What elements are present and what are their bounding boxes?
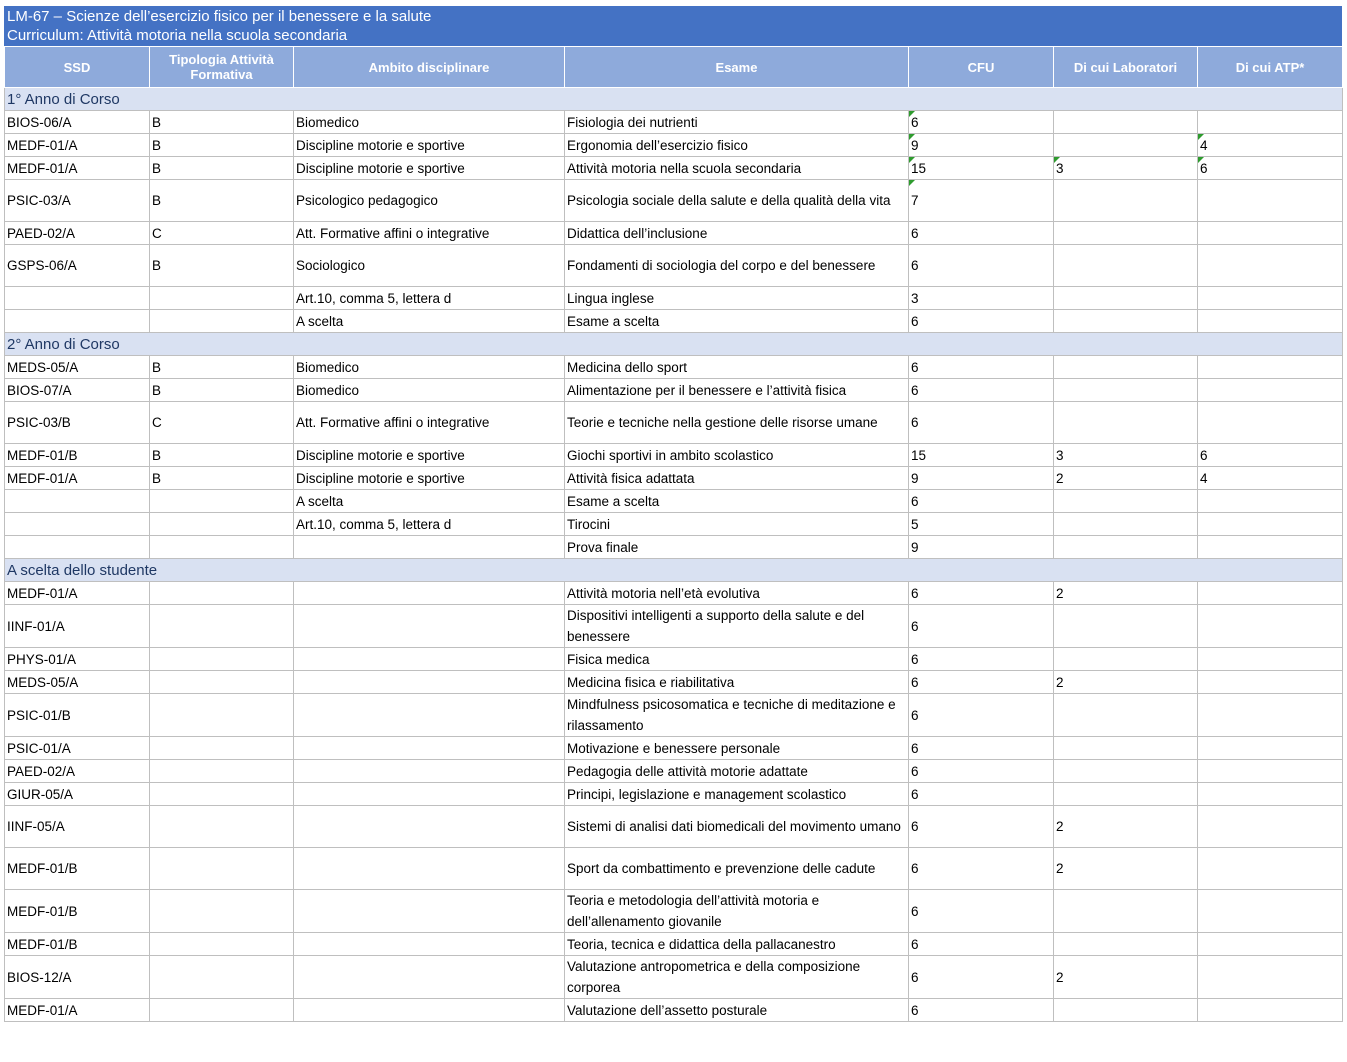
cell-atp[interactable]	[1198, 648, 1343, 671]
cell-cfu[interactable]: 5	[909, 513, 1054, 536]
cell-ssd[interactable]: MEDF-01/A	[5, 157, 150, 180]
cell-esame[interactable]: Ergonomia dell’esercizio fisico	[565, 134, 909, 157]
table-row	[5, 737, 1343, 760]
cell-atp[interactable]	[1198, 111, 1343, 134]
cell-cfu[interactable]: 6	[909, 890, 1054, 933]
cell-ssd[interactable]: PAED-02/A	[5, 760, 150, 783]
cell-ssd[interactable]: BIOS-12/A	[5, 956, 150, 999]
cell-cfu[interactable]: 6	[909, 783, 1054, 806]
cell-cfu[interactable]: 6	[909, 605, 1054, 648]
cell-ambito[interactable]: A scelta	[294, 490, 565, 513]
cell-tipologia[interactable]	[150, 536, 294, 559]
cell-tipologia[interactable]	[150, 848, 294, 890]
cell-ssd[interactable]: PSIC-03/B	[5, 402, 150, 444]
cell-esame[interactable]: Principi, legislazione e management scolastico	[565, 783, 909, 806]
cell-ambito[interactable]: Discipline motorie e sportive	[294, 444, 565, 467]
cell-laboratori[interactable]	[1054, 356, 1198, 379]
cell-atp[interactable]	[1198, 245, 1343, 287]
cell-cfu[interactable]: 7	[909, 180, 1054, 222]
cell-ambito[interactable]	[294, 890, 565, 933]
cell-cfu[interactable]: 6	[909, 582, 1054, 605]
table-body	[5, 88, 1343, 1022]
table-row	[5, 648, 1343, 671]
cell-tipologia[interactable]	[150, 783, 294, 806]
cell-esame[interactable]: Prova finale	[565, 536, 909, 559]
cell-ssd[interactable]	[5, 513, 150, 536]
cell-ssd[interactable]: MEDF-01/B	[5, 444, 150, 467]
cell-ambito[interactable]: Att. Formative affini o integrative	[294, 222, 565, 245]
cell-laboratori[interactable]: 2	[1054, 956, 1198, 999]
table-row	[5, 402, 1343, 444]
cell-ssd[interactable]	[5, 310, 150, 333]
cell-atp[interactable]	[1198, 402, 1343, 444]
cell-atp[interactable]	[1198, 287, 1343, 310]
cell-laboratori[interactable]	[1054, 513, 1198, 536]
cell-tipologia[interactable]	[150, 605, 294, 648]
cell-tipologia[interactable]: B	[150, 356, 294, 379]
cell-atp[interactable]	[1198, 356, 1343, 379]
cell-atp[interactable]	[1198, 536, 1343, 559]
header-ssd: SSD	[5, 47, 150, 88]
cell-ssd[interactable]: IINF-01/A	[5, 605, 150, 648]
cell-cfu[interactable]: 6	[909, 356, 1054, 379]
cell-atp[interactable]	[1198, 783, 1343, 806]
table-row	[5, 490, 1343, 513]
cell-cfu[interactable]: 6	[909, 933, 1054, 956]
cell-cfu[interactable]: 6	[909, 222, 1054, 245]
cell-atp[interactable]	[1198, 760, 1343, 783]
header-tipologia: Tipologia Attività Formativa	[150, 47, 294, 88]
cell-atp[interactable]	[1198, 605, 1343, 648]
cell-ssd[interactable]: MEDF-01/A	[5, 582, 150, 605]
cell-tipologia[interactable]	[150, 890, 294, 933]
cell-esame[interactable]: Valutazione dell’assetto posturale	[565, 999, 909, 1022]
cell-ssd[interactable]: MEDF-01/A	[5, 467, 150, 490]
cell-tipologia[interactable]	[150, 671, 294, 694]
cell-esame[interactable]: Teorie e tecniche nella gestione delle risorse umane	[565, 402, 909, 444]
cell-ambito[interactable]: Biomedico	[294, 111, 565, 134]
table-row	[5, 180, 1343, 222]
cell-ssd[interactable]: PHYS-01/A	[5, 648, 150, 671]
curriculum-table	[4, 46, 1343, 1022]
cell-ambito[interactable]: Sociologico	[294, 245, 565, 287]
cell-laboratori[interactable]	[1054, 890, 1198, 933]
cell-ssd[interactable]: PSIC-01/A	[5, 737, 150, 760]
cell-ssd[interactable]: MEDF-01/B	[5, 890, 150, 933]
table-row	[5, 287, 1343, 310]
cell-cfu[interactable]: 6	[909, 806, 1054, 848]
table-row	[5, 356, 1343, 379]
cell-ssd[interactable]	[5, 536, 150, 559]
cell-cfu[interactable]: 6	[909, 760, 1054, 783]
cell-laboratori[interactable]	[1054, 222, 1198, 245]
cell-laboratori[interactable]	[1054, 379, 1198, 402]
cell-laboratori[interactable]	[1054, 490, 1198, 513]
cell-ambito[interactable]: Art.10, comma 5, lettera d	[294, 287, 565, 310]
cell-tipologia[interactable]	[150, 582, 294, 605]
cell-ssd[interactable]	[5, 287, 150, 310]
cell-ambito[interactable]: Psicologico pedagogico	[294, 180, 565, 222]
cell-ssd[interactable]: MEDF-01/B	[5, 848, 150, 890]
cell-ambito[interactable]: Discipline motorie e sportive	[294, 134, 565, 157]
cell-ssd[interactable]: PSIC-01/B	[5, 694, 150, 737]
cell-esame[interactable]: Attività motoria nell’età evolutiva	[565, 582, 909, 605]
cell-ambito[interactable]	[294, 582, 565, 605]
cell-tipologia[interactable]	[150, 490, 294, 513]
cell-cfu[interactable]: 6	[909, 310, 1054, 333]
cell-atp[interactable]: 6	[1198, 157, 1343, 180]
cell-tipologia[interactable]	[150, 513, 294, 536]
cell-ambito[interactable]: Biomedico	[294, 379, 565, 402]
cell-cfu[interactable]: 15	[909, 444, 1054, 467]
cell-esame[interactable]: Tirocini	[565, 513, 909, 536]
table-row	[5, 379, 1343, 402]
cell-esame[interactable]: Lingua inglese	[565, 287, 909, 310]
cell-cfu[interactable]: 9	[909, 536, 1054, 559]
table-row	[5, 783, 1343, 806]
cell-laboratori[interactable]	[1054, 694, 1198, 737]
cell-atp[interactable]	[1198, 999, 1343, 1022]
table-row	[5, 310, 1343, 333]
cell-esame[interactable]: Medicina fisica e riabilitativa	[565, 671, 909, 694]
cell-laboratori[interactable]: 3	[1054, 157, 1198, 180]
cell-tipologia[interactable]	[150, 287, 294, 310]
cell-esame[interactable]: Fondamenti di sociologia del corpo e del benessere	[565, 245, 909, 287]
cell-ssd[interactable]: GSPS-06/A	[5, 245, 150, 287]
cell-ambito[interactable]	[294, 783, 565, 806]
cell-ambito[interactable]: Biomedico	[294, 356, 565, 379]
cell-tipologia[interactable]	[150, 999, 294, 1022]
header-esame: Esame	[565, 47, 909, 88]
cell-ssd[interactable]: BIOS-06/A	[5, 111, 150, 134]
header-row	[5, 47, 1343, 88]
cell-esame[interactable]: Mindfulness psicosomatica e tecniche di meditazione e rilassamento	[565, 694, 909, 737]
cell-ambito[interactable]: Art.10, comma 5, lettera d	[294, 513, 565, 536]
cell-esame[interactable]: Alimentazione per il benessere e l’attività fisica	[565, 379, 909, 402]
cell-esame[interactable]: Valutazione antropometrica e della composizione corporea	[565, 956, 909, 999]
cell-tipologia[interactable]: B	[150, 134, 294, 157]
cell-laboratori[interactable]	[1054, 933, 1198, 956]
cell-ambito[interactable]	[294, 760, 565, 783]
cell-laboratori[interactable]: 3	[1054, 444, 1198, 467]
cell-ssd[interactable]: PSIC-03/A	[5, 180, 150, 222]
cell-ambito[interactable]	[294, 536, 565, 559]
header-ambito: Ambito disciplinare	[294, 47, 565, 88]
cell-cfu[interactable]: 3	[909, 287, 1054, 310]
cell-laboratori[interactable]	[1054, 402, 1198, 444]
cell-tipologia[interactable]: B	[150, 245, 294, 287]
cell-ambito[interactable]: Att. Formative affini o integrative	[294, 402, 565, 444]
cell-tipologia[interactable]	[150, 648, 294, 671]
cell-atp[interactable]: 6	[1198, 444, 1343, 467]
cell-esame[interactable]: Esame a scelta	[565, 310, 909, 333]
cell-atp[interactable]	[1198, 848, 1343, 890]
section-row	[5, 333, 1343, 356]
cell-ssd[interactable]: GIUR-05/A	[5, 783, 150, 806]
cell-tipologia[interactable]	[150, 933, 294, 956]
curriculum-title: Curriculum: Attività motoria nella scuola secondaria	[7, 27, 348, 44]
table-row	[5, 134, 1343, 157]
cell-ambito[interactable]	[294, 605, 565, 648]
cell-tipologia[interactable]	[150, 806, 294, 848]
cell-atp[interactable]	[1198, 806, 1343, 848]
cell-atp[interactable]	[1198, 180, 1343, 222]
cell-cfu[interactable]: 9	[909, 467, 1054, 490]
header-atp: Di cui ATP*	[1198, 47, 1343, 88]
cell-esame[interactable]: Sistemi di analisi dati biomedicali del movimento umano	[565, 806, 909, 848]
header-laboratori: Di cui Laboratori	[1054, 47, 1198, 88]
cell-tipologia[interactable]	[150, 310, 294, 333]
cell-laboratori[interactable]: 2	[1054, 848, 1198, 890]
table-row	[5, 605, 1343, 648]
table-row	[5, 111, 1343, 134]
cell-esame[interactable]: Attività motoria nella scuola secondaria	[565, 157, 909, 180]
cell-tipologia[interactable]: B	[150, 157, 294, 180]
cell-esame[interactable]: Didattica dell’inclusione	[565, 222, 909, 245]
cell-cfu[interactable]: 6	[909, 694, 1054, 737]
cell-esame[interactable]: Fisiologia dei nutrienti	[565, 111, 909, 134]
cell-laboratori[interactable]	[1054, 760, 1198, 783]
cell-esame[interactable]: Esame a scelta	[565, 490, 909, 513]
cell-ssd[interactable]: PAED-02/A	[5, 222, 150, 245]
cell-laboratori[interactable]	[1054, 180, 1198, 222]
cell-cfu[interactable]: 6	[909, 379, 1054, 402]
table-row	[5, 694, 1343, 737]
cell-atp[interactable]	[1198, 582, 1343, 605]
cell-atp[interactable]	[1198, 222, 1343, 245]
header-cfu: CFU	[909, 47, 1054, 88]
cell-esame[interactable]: Sport da combattimento e prevenzione delle cadute	[565, 848, 909, 890]
cell-atp[interactable]	[1198, 890, 1343, 933]
cell-esame[interactable]: Attività fisica adattata	[565, 467, 909, 490]
cell-esame[interactable]: Teoria, tecnica e didattica della pallacanestro	[565, 933, 909, 956]
cell-laboratori[interactable]	[1054, 737, 1198, 760]
cell-ambito[interactable]	[294, 737, 565, 760]
cell-atp[interactable]	[1198, 490, 1343, 513]
table-row	[5, 245, 1343, 287]
cell-laboratori[interactable]	[1054, 287, 1198, 310]
cell-esame[interactable]: Fisica medica	[565, 648, 909, 671]
cell-ssd[interactable]: MEDF-01/A	[5, 134, 150, 157]
cell-esame[interactable]: Teoria e metodologia dell’attività motoria e dell’allenamento giovanile	[565, 890, 909, 933]
table-row	[5, 671, 1343, 694]
section-label: A scelta dello studente	[5, 559, 1343, 582]
cell-laboratori[interactable]	[1054, 648, 1198, 671]
cell-atp[interactable]	[1198, 671, 1343, 694]
table-row	[5, 999, 1343, 1022]
table-row	[5, 467, 1343, 490]
cell-laboratori[interactable]	[1054, 783, 1198, 806]
cell-ambito[interactable]	[294, 848, 565, 890]
table-row	[5, 890, 1343, 933]
cell-laboratori[interactable]	[1054, 310, 1198, 333]
table-row	[5, 157, 1343, 180]
course-title: LM-67 – Scienze dell’esercizio fisico per il benessere e la salute	[7, 8, 432, 25]
section-label: 1° Anno di Corso	[5, 88, 1343, 111]
cell-cfu[interactable]: 6	[909, 848, 1054, 890]
cell-cfu[interactable]: 15	[909, 157, 1054, 180]
cell-atp[interactable]	[1198, 956, 1343, 999]
cell-esame[interactable]: Pedagogia delle attività motorie adattate	[565, 760, 909, 783]
cell-cfu[interactable]: 6	[909, 245, 1054, 287]
table-row	[5, 513, 1343, 536]
cell-esame[interactable]: Giochi sportivi in ambito scolastico	[565, 444, 909, 467]
table-row	[5, 848, 1343, 890]
cell-ambito[interactable]	[294, 648, 565, 671]
cell-ambito[interactable]: A scelta	[294, 310, 565, 333]
table-row	[5, 582, 1343, 605]
cell-ambito[interactable]	[294, 806, 565, 848]
cell-tipologia[interactable]: B	[150, 444, 294, 467]
curriculum-sheet	[4, 6, 1342, 1022]
cell-laboratori[interactable]: 2	[1054, 582, 1198, 605]
table-row	[5, 760, 1343, 783]
cell-laboratori[interactable]: 2	[1054, 671, 1198, 694]
cell-cfu[interactable]: 6	[909, 648, 1054, 671]
cell-tipologia[interactable]	[150, 956, 294, 999]
cell-ambito[interactable]	[294, 933, 565, 956]
cell-laboratori[interactable]	[1054, 134, 1198, 157]
cell-cfu[interactable]: 6	[909, 402, 1054, 444]
cell-ambito[interactable]	[294, 671, 565, 694]
section-row	[5, 559, 1343, 582]
cell-laboratori[interactable]: 2	[1054, 467, 1198, 490]
cell-atp[interactable]	[1198, 737, 1343, 760]
table-row	[5, 933, 1343, 956]
cell-cfu[interactable]: 6	[909, 737, 1054, 760]
table-row	[5, 222, 1343, 245]
section-row	[5, 88, 1343, 111]
cell-laboratori[interactable]	[1054, 245, 1198, 287]
cell-atp[interactable]: 4	[1198, 134, 1343, 157]
cell-atp[interactable]	[1198, 694, 1343, 737]
cell-ssd[interactable]: MEDF-01/B	[5, 933, 150, 956]
cell-atp[interactable]	[1198, 310, 1343, 333]
sheet-title-banner	[4, 6, 1342, 46]
cell-laboratori[interactable]	[1054, 999, 1198, 1022]
cell-tipologia[interactable]: B	[150, 180, 294, 222]
cell-ambito[interactable]	[294, 999, 565, 1022]
cell-tipologia[interactable]	[150, 760, 294, 783]
cell-ssd[interactable]: MEDS-05/A	[5, 356, 150, 379]
cell-tipologia[interactable]	[150, 694, 294, 737]
cell-ambito[interactable]: Discipline motorie e sportive	[294, 157, 565, 180]
cell-esame[interactable]: Dispositivi intelligenti a supporto della salute e del benessere	[565, 605, 909, 648]
cell-cfu[interactable]: 6	[909, 490, 1054, 513]
table-row	[5, 444, 1343, 467]
cell-tipologia[interactable]: C	[150, 402, 294, 444]
cell-atp[interactable]	[1198, 933, 1343, 956]
cell-ambito[interactable]: Discipline motorie e sportive	[294, 467, 565, 490]
cell-laboratori[interactable]	[1054, 111, 1198, 134]
cell-ssd[interactable]	[5, 490, 150, 513]
cell-tipologia[interactable]: B	[150, 111, 294, 134]
cell-laboratori[interactable]: 2	[1054, 806, 1198, 848]
table-row	[5, 806, 1343, 848]
cell-atp[interactable]	[1198, 379, 1343, 402]
cell-atp[interactable]: 4	[1198, 467, 1343, 490]
cell-ssd[interactable]: MEDF-01/A	[5, 999, 150, 1022]
cell-ambito[interactable]	[294, 956, 565, 999]
cell-laboratori[interactable]	[1054, 536, 1198, 559]
cell-atp[interactable]	[1198, 513, 1343, 536]
table-row	[5, 956, 1343, 999]
cell-tipologia[interactable]: B	[150, 467, 294, 490]
cell-ambito[interactable]	[294, 694, 565, 737]
cell-cfu[interactable]: 6	[909, 111, 1054, 134]
cell-laboratori[interactable]	[1054, 605, 1198, 648]
section-label: 2° Anno di Corso	[5, 333, 1343, 356]
cell-esame[interactable]: Psicologia sociale della salute e della qualità della vita	[565, 180, 909, 222]
cell-ssd[interactable]: MEDS-05/A	[5, 671, 150, 694]
cell-tipologia[interactable]: B	[150, 379, 294, 402]
cell-cfu[interactable]: 6	[909, 999, 1054, 1022]
cell-ssd[interactable]: IINF-05/A	[5, 806, 150, 848]
cell-tipologia[interactable]	[150, 737, 294, 760]
cell-esame[interactable]: Medicina dello sport	[565, 356, 909, 379]
cell-cfu[interactable]: 6	[909, 671, 1054, 694]
cell-cfu[interactable]: 9	[909, 134, 1054, 157]
cell-ssd[interactable]: BIOS-07/A	[5, 379, 150, 402]
table-row	[5, 536, 1343, 559]
cell-esame[interactable]: Motivazione e benessere personale	[565, 737, 909, 760]
cell-cfu[interactable]: 6	[909, 956, 1054, 999]
cell-tipologia[interactable]: C	[150, 222, 294, 245]
